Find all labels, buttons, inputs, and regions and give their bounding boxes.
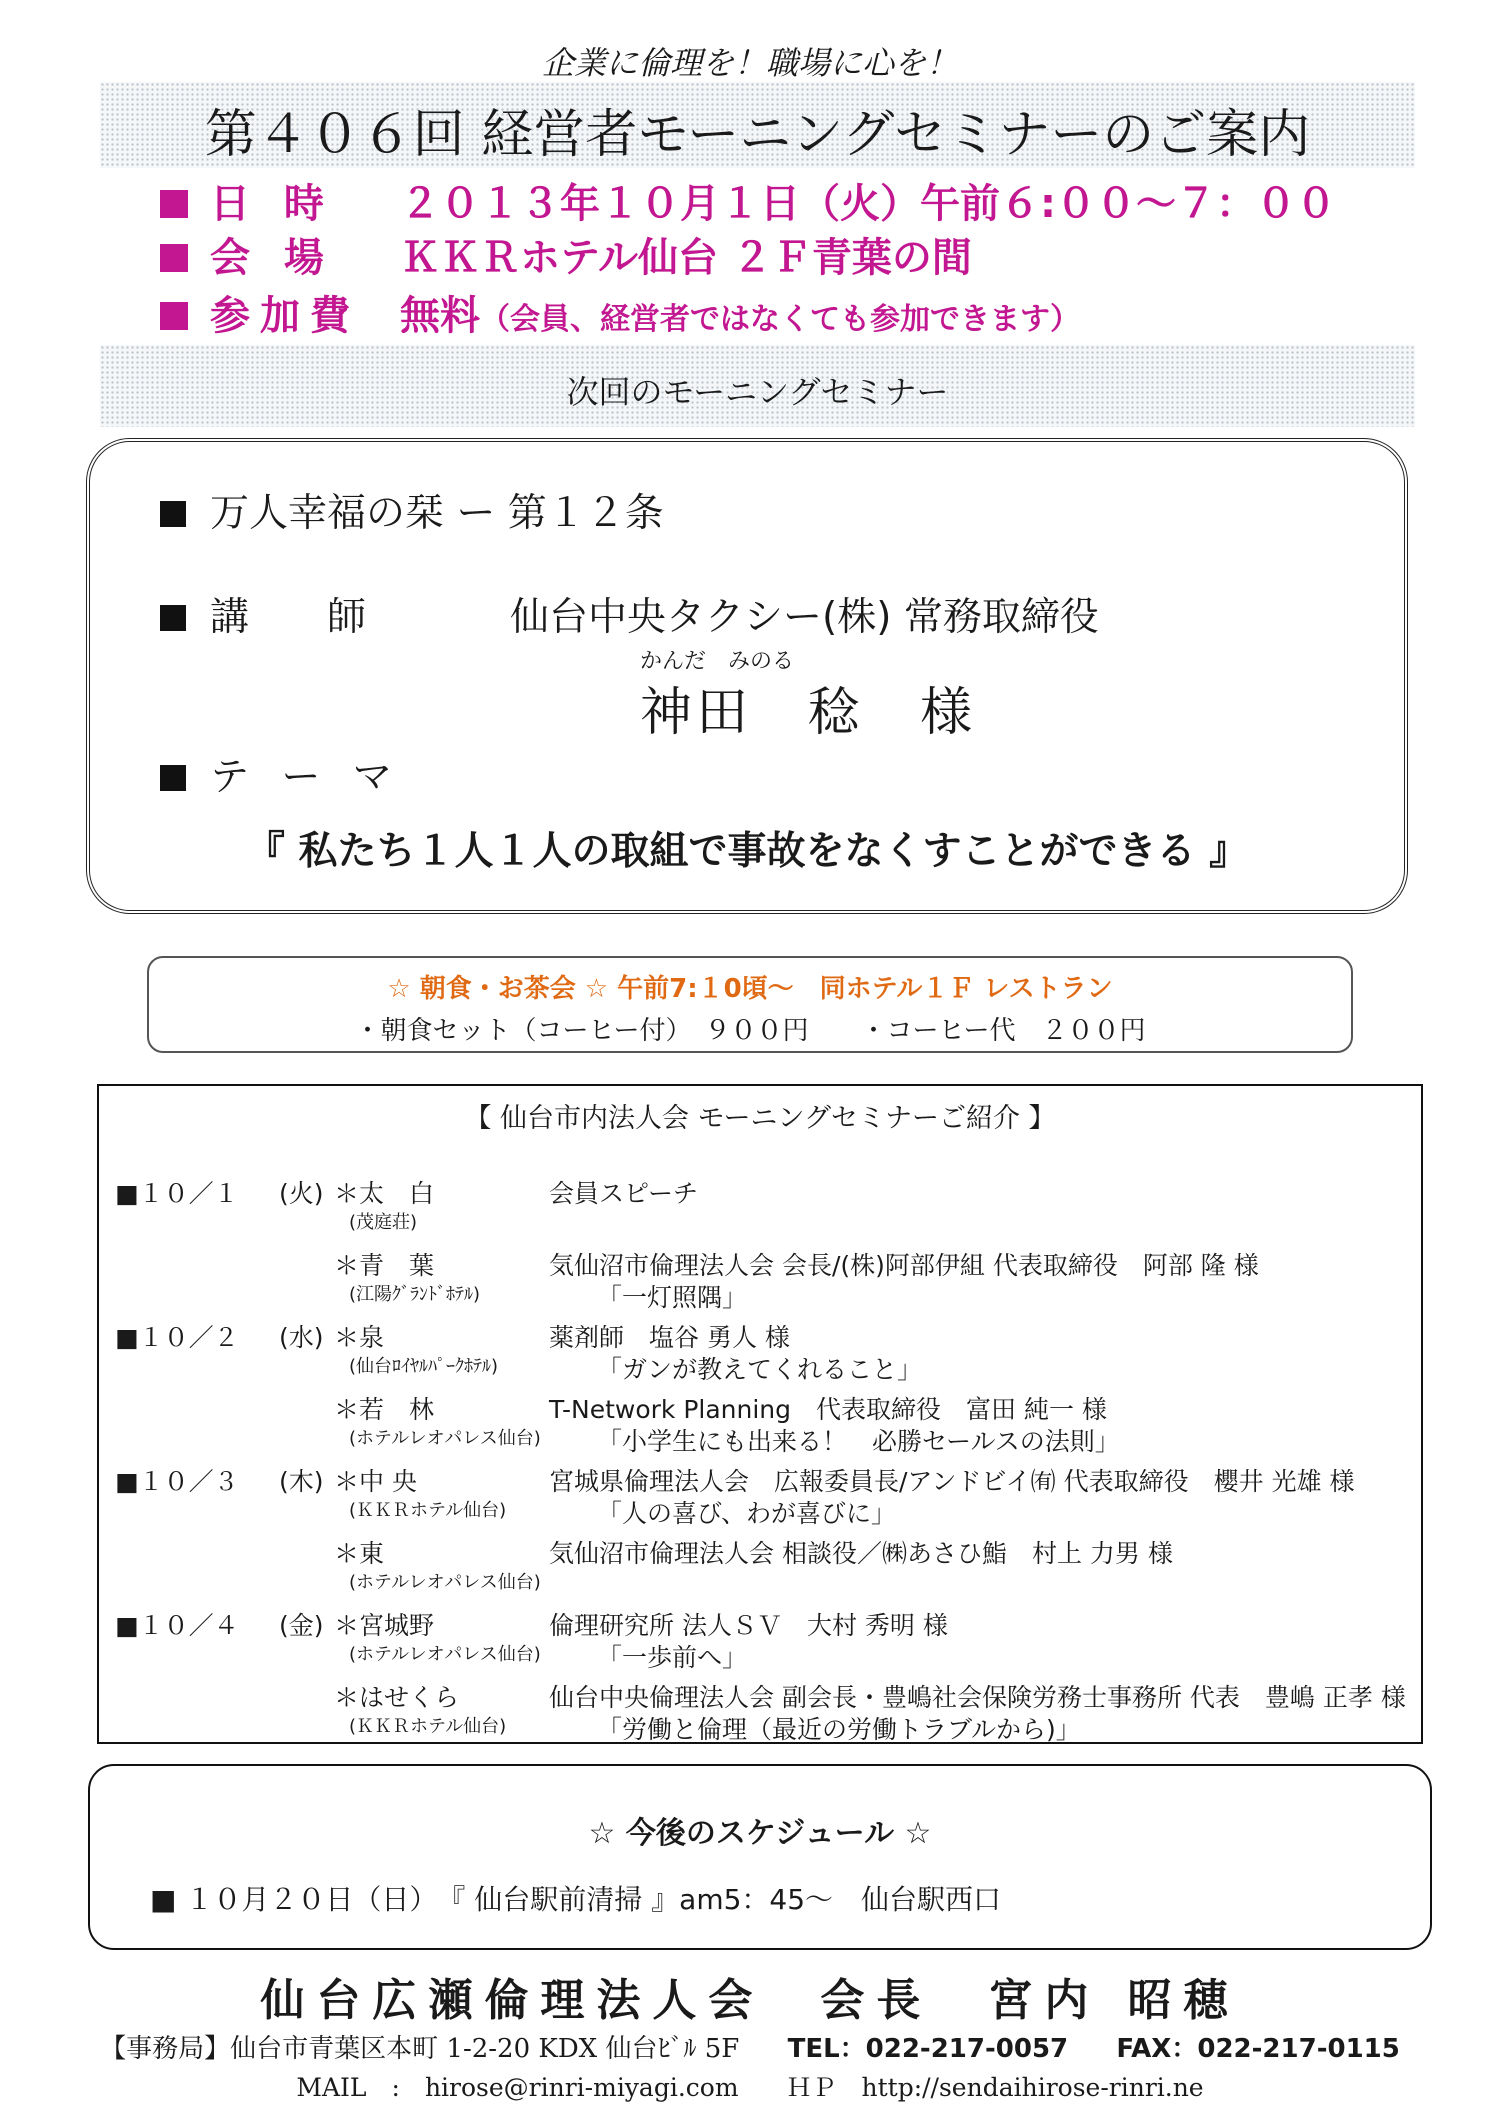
bullet-square-icon	[160, 765, 186, 791]
breakfast-prices: ・朝食セット（コーヒー付） ９００円 ・コーヒー代 ２００円	[354, 1016, 1146, 1046]
title-banner	[100, 82, 1415, 168]
row-theme: 「労働と倫理（最近の労働トラブルから)」	[597, 1715, 1081, 1744]
row-date: ■１０／３	[115, 1467, 239, 1496]
bullet-square-icon	[160, 501, 186, 527]
lecturer-line	[160, 586, 1099, 642]
schedule-header: 【 仙台市内法人会 モーニングセミナーご紹介 】	[464, 1103, 1056, 1134]
bullet-square-icon	[160, 605, 186, 631]
theme-text: 『 私たち１人１人の取組で事故をなくすことができる 』	[245, 829, 1249, 874]
article-text: 万人幸福の栞 ー 第１２条	[210, 491, 664, 536]
row-venue: (ホテルレオパレス仙台)	[349, 1428, 541, 1449]
row-chapter: ＊青 葉	[334, 1251, 435, 1280]
row-speaker: 倫理研究所 法人ＳＶ 大村 秀明 様	[549, 1611, 948, 1640]
tel-number[interactable]: TEL：022-217-0057	[787, 2034, 1069, 2064]
row-venue: (ホテルレオパレス仙台)	[349, 1644, 541, 1665]
fee-value: 無料	[400, 293, 480, 339]
row-theme: 「一灯照隅」	[597, 1283, 748, 1312]
row-theme: 「ガンが教えてくれること」	[597, 1355, 923, 1384]
row-speaker: T-Network Planning 代表取締役 富田 純一 様	[549, 1395, 1107, 1424]
schedule-box	[97, 1084, 1423, 1744]
fee-note: （会員、経営者ではなくても参加できます）	[480, 302, 1080, 337]
row-chapter: ＊中 央	[334, 1467, 417, 1496]
article-line	[160, 482, 664, 538]
row-speaker: 気仙沼市倫理法人会 会長/(株)阿部伊組 代表取締役 阿部 隆 様	[549, 1251, 1259, 1280]
future-schedule-item: ■ １０月２０日（日） 『 仙台駅前清掃 』am5：45～ 仙台駅西口	[150, 1883, 1002, 1916]
venue-label: 会 場	[210, 235, 334, 281]
row-theme: 「一歩前へ」	[597, 1643, 748, 1672]
row-chapter: ＊はせくら	[334, 1683, 460, 1712]
organization-name: 仙台広瀬倫理法人会 会長 宮内 昭穂	[260, 1975, 1240, 2026]
row-chapter: ＊若 林	[334, 1395, 435, 1424]
lecturer-reading: かんだ みのる	[640, 649, 795, 674]
slogan: 企業に倫理を！職場に心を！	[541, 44, 958, 82]
info-datetime	[160, 172, 1336, 229]
bullet-square-icon	[160, 190, 188, 218]
breakfast-heading: ☆ 朝食・お茶会 ☆ 午前7:１0頃～ 同ホテル１Ｆ レストラン	[387, 974, 1113, 1004]
row-chapter: ＊太 白	[334, 1179, 435, 1208]
email-link[interactable]: MAIL : hirose@rinri-miyagi.com	[296, 2073, 739, 2102]
lecturer-title: 仙台中央タクシー(株) 常務取締役	[510, 595, 1099, 640]
row-venue: (ＫＫＲホテル仙台)	[349, 1716, 507, 1737]
row-dow: (木)	[279, 1467, 324, 1496]
mail-line	[0, 2068, 1500, 2104]
row-theme: 「人の喜び、わが喜びに」	[597, 1499, 897, 1528]
venue-value: ＫＫＲホテル仙台 ２Ｆ青葉の間	[400, 235, 972, 281]
row-speaker: 仙台中央倫理法人会 副会長・豊嶋社会保険労務士事務所 代表 豊嶋 正孝 様	[549, 1683, 1406, 1712]
theme-label: テ ー マ	[210, 755, 402, 800]
future-schedule-heading: ☆ 今後のスケジュール ☆	[588, 1816, 932, 1851]
fax-number: FAX：022-217-0115	[1116, 2034, 1400, 2064]
row-venue: (茂庭荘)	[349, 1212, 418, 1233]
office-address: 【事務局】仙台市青葉区本町 1-2-20 KDX 仙台ﾋﾞﾙ 5F	[100, 2034, 740, 2064]
row-date: ■１０／４	[115, 1611, 239, 1640]
datetime-label: 日 時	[210, 181, 334, 227]
datetime-value: ２０１３年１０月１日（火）午前６:００～７：００	[400, 181, 1336, 227]
row-venue: (江陽ｸﾞﾗﾝﾄﾞﾎﾃﾙ)	[349, 1284, 481, 1305]
row-speaker: 気仙沼市倫理法人会 相談役／㈱あさひ鮨 村上 力男 様	[549, 1539, 1173, 1568]
row-chapter: ＊泉	[334, 1323, 385, 1352]
row-dow: (水)	[279, 1323, 324, 1352]
homepage-link[interactable]: ＨＰ http://sendaihirose-rinri.ne	[786, 2073, 1204, 2102]
row-theme: 「小学生にも出来る！ 必勝セールスの法則」	[597, 1427, 1120, 1456]
page-title: 第４０６回 経営者モーニングセミナーのご案内	[204, 105, 1311, 165]
contact-line	[0, 2028, 1500, 2065]
next-seminar-banner	[100, 345, 1415, 427]
row-speaker: 宮城県倫理法人会 広報委員長/アンドビイ㈲ 代表取締役 櫻井 光雄 様	[549, 1467, 1355, 1496]
future-schedule-box	[88, 1764, 1432, 1950]
row-chapter: ＊宮城野	[334, 1611, 435, 1640]
row-chapter: ＊東	[334, 1539, 385, 1568]
info-fee	[160, 284, 1080, 341]
row-dow: (金)	[279, 1611, 324, 1640]
theme-line	[160, 746, 402, 802]
bullet-square-icon	[160, 244, 188, 272]
row-date: ■１０／１	[115, 1179, 239, 1208]
lecturer-label: 講 師	[210, 595, 367, 640]
row-speaker: 薬剤師 塩谷 勇人 様	[549, 1323, 790, 1352]
fee-label: 参加費	[210, 293, 360, 339]
bullet-square-icon	[160, 302, 188, 330]
seminar-details-box	[86, 438, 1408, 914]
row-venue: (ＫＫＲホテル仙台)	[349, 1500, 507, 1521]
row-dow: (火)	[279, 1179, 324, 1208]
row-venue: (仙台ﾛｲﾔﾙﾊﾟｰｸﾎﾃﾙ)	[349, 1356, 499, 1377]
row-date: ■１０／２	[115, 1323, 239, 1352]
breakfast-box	[147, 956, 1353, 1053]
row-venue: (ホテルレオパレス仙台)	[349, 1572, 541, 1593]
row-speaker: 会員スピーチ	[549, 1179, 699, 1208]
next-seminar-heading: 次回のモーニングセミナー	[566, 373, 949, 411]
info-venue	[160, 226, 972, 283]
lecturer-name: 神田 稔 様	[640, 683, 977, 743]
